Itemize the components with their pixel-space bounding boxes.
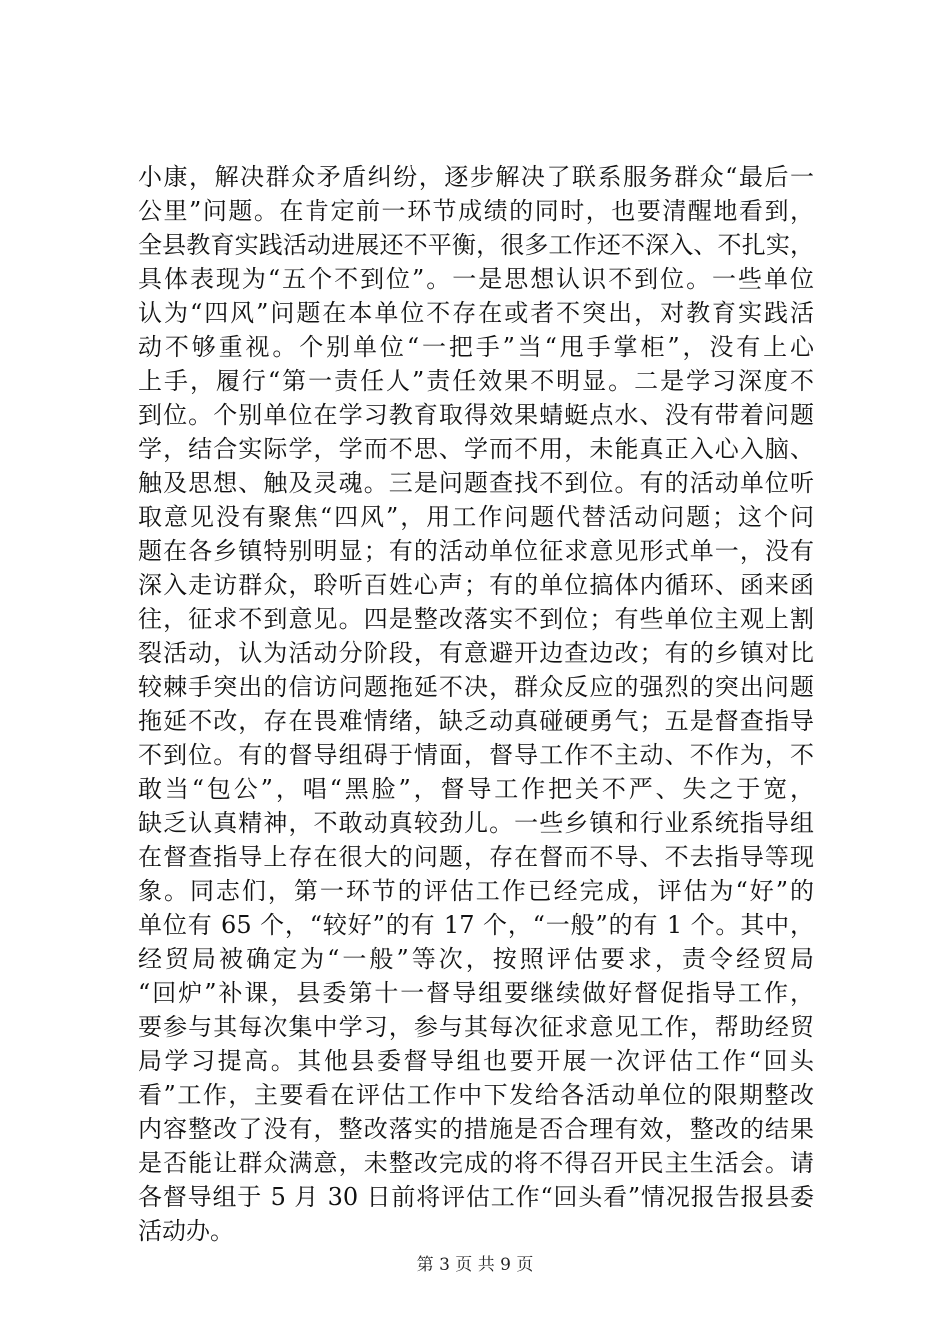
text-line: 活动办。 (138, 1217, 234, 1245)
text-line: 敢当“包公”，唱“黑脸”，督导工作把关不严、失之于宽， (138, 775, 814, 803)
text-line: 裂活动，认为活动分阶段，有意避开边查边改；有的乡镇对比 (138, 639, 814, 667)
text-line: 经贸局被确定为“一般”等次，按照评估要求，责令经贸局 (138, 945, 814, 973)
text-line: 拖延不改，存在畏难情绪，缺乏动真碰硬勇气；五是督查指导 (138, 707, 814, 735)
text-line: 题在各乡镇特别明显；有的活动单位征求意见形式单一，没有 (138, 537, 814, 565)
text-line: 象。同志们，第一环节的评估工作已经完成，评估为“好”的 (138, 877, 814, 905)
text-line: 动不够重视。个别单位“一把手”当“甩手掌柜”，没有上心 (138, 333, 814, 361)
text-line: 不到位。有的督导组碍于情面，督导工作不主动、不作为，不 (138, 741, 814, 769)
text-line: 深入走访群众，聆听百姓心声；有的单位搞体内循环、函来函 (138, 571, 814, 599)
text-line: 是否能让群众满意，未整改完成的将不得召开民主生活会。请 (138, 1149, 814, 1177)
text-line: 内容整改了没有，整改落实的措施是否合理有效，整改的结果 (138, 1115, 814, 1143)
text-line: 缺乏认真精神，不敢动真较劲儿。一些乡镇和行业系统指导组 (138, 809, 814, 837)
text-line: 往，征求不到意见。四是整改落实不到位；有些单位主观上割 (138, 605, 814, 633)
text-line: 要参与其每次集中学习，参与其每次征求意见工作，帮助经贸 (138, 1013, 814, 1041)
page-footer: 第 3 页 共 9 页 (416, 1255, 534, 1275)
text-line: 学，结合实际学，学而不思、学而不用，未能真正入心入脑、 (138, 435, 814, 463)
text-line: 小康，解决群众矛盾纠纷，逐步解决了联系服务群众“最后一 (138, 163, 814, 191)
text-line: 全县教育实践活动进展还不平衡，很多工作还不深入、不扎实， (138, 231, 814, 259)
text-line: 局学习提高。其他县委督导组也要开展一次评估工作“回头 (138, 1047, 814, 1075)
body-text (138, 160, 814, 1248)
text-line: “回炉”补课，县委第十一督导组要继续做好督促指导工作， (138, 979, 814, 1007)
text-line: 触及思想、触及灵魂。三是问题查找不到位。有的活动单位听 (138, 469, 814, 497)
text-line: 上手，履行“第一责任人”责任效果不明显。二是学习深度不 (138, 367, 814, 395)
text-line: 到位。个别单位在学习教育取得效果蜻蜓点水、没有带着问题 (138, 401, 814, 429)
text-line: 各督导组于 5 月 30 日前将评估工作“回头看”情况报告报县委 (138, 1183, 814, 1211)
text-line: 较棘手突出的信访问题拖延不决，群众反应的强烈的突出问题 (138, 673, 814, 701)
text-line: 看”工作，主要看在评估工作中下发给各活动单位的限期整改 (138, 1081, 814, 1109)
text-line: 具体表现为“五个不到位”。一是思想认识不到位。一些单位 (138, 265, 814, 293)
text-line: 取意见没有聚焦“四风”，用工作问题代替活动问题；这个问 (138, 503, 814, 531)
text-line: 单位有 65 个，“较好”的有 17 个，“一般”的有 1 个。其中， (138, 911, 814, 939)
text-line: 认为“四风”问题在本单位不存在或者不突出，对教育实践活 (138, 299, 814, 327)
text-line: 在督查指导上存在很大的问题，存在督而不导、不去指导等现 (138, 843, 814, 871)
text-line: 公里”问题。在肯定前一环节成绩的同时，也要清醒地看到， (138, 197, 814, 225)
